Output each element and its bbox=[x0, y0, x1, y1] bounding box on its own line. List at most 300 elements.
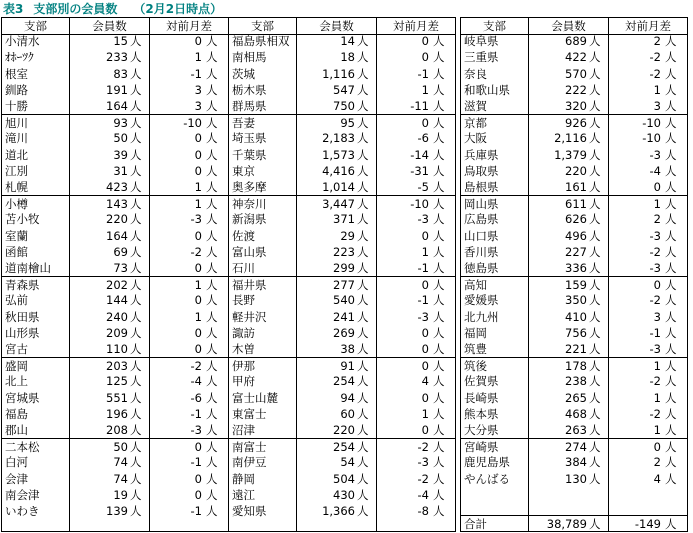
unit-label: 人 bbox=[130, 487, 142, 502]
branch-name: 富山県 bbox=[232, 244, 267, 259]
table-row bbox=[229, 292, 455, 308]
monthly-change bbox=[377, 98, 455, 114]
monthly-change bbox=[609, 211, 687, 227]
branch-name: 和歌山県 bbox=[464, 82, 510, 97]
unit-label: 人 bbox=[206, 390, 218, 405]
header-change: 対前月差 bbox=[625, 19, 671, 33]
member-count bbox=[297, 66, 377, 82]
unit-label: 人 bbox=[589, 228, 601, 243]
member-count-value: 320 bbox=[565, 99, 587, 113]
unit-label: 人 bbox=[589, 34, 601, 49]
table-row bbox=[2, 260, 228, 276]
member-count bbox=[297, 309, 377, 325]
monthly-change bbox=[150, 228, 228, 244]
monthly-change bbox=[609, 49, 687, 65]
table-row bbox=[229, 163, 455, 179]
member-count-value: 15 bbox=[113, 34, 128, 49]
unit-label: 人 bbox=[433, 180, 445, 194]
table-row bbox=[2, 276, 228, 293]
member-count-value: 410 bbox=[565, 309, 587, 324]
table-row bbox=[229, 211, 455, 227]
header-change: 対前月差 bbox=[393, 19, 439, 33]
branch-name: 栃木県 bbox=[232, 82, 267, 97]
monthly-change-value: -1 bbox=[190, 455, 202, 470]
monthly-change bbox=[609, 358, 687, 374]
member-count-value: 54 bbox=[340, 455, 355, 470]
unit-label: 人 bbox=[589, 116, 601, 131]
monthly-change bbox=[150, 292, 228, 308]
member-count bbox=[529, 228, 609, 244]
unit-label: 人 bbox=[206, 163, 218, 178]
table-row bbox=[2, 82, 228, 98]
member-count-value: 74 bbox=[113, 455, 128, 470]
unit-label: 人 bbox=[589, 359, 601, 374]
unit-label: 人 bbox=[357, 228, 369, 243]
branch-name: 富士山麓 bbox=[232, 390, 278, 405]
member-count bbox=[70, 211, 150, 227]
table-row bbox=[2, 373, 228, 389]
unit-label: 人 bbox=[433, 34, 445, 49]
table-row bbox=[461, 98, 687, 114]
monthly-change bbox=[150, 82, 228, 98]
monthly-change bbox=[377, 471, 455, 487]
monthly-change bbox=[609, 260, 687, 276]
member-count-value: 221 bbox=[565, 342, 587, 356]
table-row bbox=[2, 33, 228, 49]
member-count-value: 689 bbox=[565, 34, 587, 49]
branch-name: 岡山県 bbox=[464, 197, 499, 212]
unit-label: 人 bbox=[130, 423, 142, 437]
branch-name: 弘前 bbox=[5, 293, 28, 308]
table-row bbox=[2, 163, 228, 179]
unit-label: 人 bbox=[433, 197, 445, 212]
unit-label: 人 bbox=[130, 66, 142, 81]
monthly-change bbox=[150, 373, 228, 389]
unit-label: 人 bbox=[130, 197, 142, 212]
unit-label: 人 bbox=[206, 278, 218, 293]
table-row bbox=[461, 114, 687, 131]
table-row bbox=[229, 422, 455, 438]
monthly-change-value: -2 bbox=[190, 244, 202, 259]
unit-label: 人 bbox=[130, 374, 142, 389]
unit-label: 人 bbox=[589, 440, 601, 455]
unit-label: 人 bbox=[433, 244, 445, 259]
member-count-value: 504 bbox=[333, 471, 355, 486]
table-row bbox=[2, 147, 228, 163]
unit-label: 人 bbox=[665, 390, 677, 405]
branch-name: 南伊豆 bbox=[232, 455, 267, 470]
member-count-value: 750 bbox=[333, 99, 355, 113]
member-count-value: 430 bbox=[333, 487, 355, 502]
member-count bbox=[529, 211, 609, 227]
monthly-change-value: 0 bbox=[421, 423, 429, 437]
member-count-value: 1,116 bbox=[322, 66, 355, 81]
member-count-value: 143 bbox=[106, 197, 128, 212]
branch-name: 道南檜山 bbox=[5, 261, 51, 275]
member-count-value: 139 bbox=[106, 504, 128, 518]
member-count bbox=[70, 422, 150, 438]
branch-name: 埼玉県 bbox=[232, 131, 267, 146]
unit-label: 人 bbox=[433, 163, 445, 178]
unit-label: 人 bbox=[433, 66, 445, 81]
branch-name: 鹿児島県 bbox=[464, 455, 510, 470]
member-count-value: 269 bbox=[333, 325, 355, 340]
member-count-value: 547 bbox=[333, 82, 355, 97]
member-count bbox=[70, 147, 150, 163]
unit-label: 人 bbox=[357, 325, 369, 340]
table-row bbox=[2, 471, 228, 487]
unit-label: 人 bbox=[130, 261, 142, 275]
member-count-value: 496 bbox=[565, 228, 587, 243]
unit-label: 人 bbox=[130, 293, 142, 308]
branch-name: 郡山 bbox=[5, 423, 28, 437]
table-row bbox=[229, 471, 455, 487]
unit-label: 人 bbox=[665, 471, 677, 486]
monthly-change bbox=[150, 487, 228, 503]
member-count-value: 570 bbox=[565, 66, 587, 81]
member-count bbox=[529, 49, 609, 65]
member-count bbox=[70, 341, 150, 357]
table-row bbox=[461, 49, 687, 65]
monthly-change-value: -4 bbox=[190, 374, 202, 389]
member-count bbox=[70, 196, 150, 212]
monthly-change-value: -1 bbox=[417, 293, 429, 308]
monthly-change-value: -2 bbox=[190, 359, 202, 374]
branch-name: 北上 bbox=[5, 374, 28, 389]
unit-label: 人 bbox=[357, 278, 369, 293]
member-count-value: 39 bbox=[113, 147, 128, 162]
unit-label: 人 bbox=[357, 66, 369, 81]
member-count bbox=[70, 66, 150, 82]
member-count bbox=[529, 422, 609, 438]
monthly-change bbox=[150, 439, 228, 455]
member-count-value: 74 bbox=[113, 471, 128, 486]
unit-label: 人 bbox=[130, 390, 142, 405]
table-row bbox=[461, 341, 687, 357]
monthly-change bbox=[377, 454, 455, 470]
monthly-change-value: 1 bbox=[194, 309, 202, 324]
unit-label: 人 bbox=[130, 471, 142, 486]
unit-label: 人 bbox=[357, 374, 369, 389]
monthly-change bbox=[377, 147, 455, 163]
monthly-change-value: 3 bbox=[653, 99, 661, 113]
branch-name: 二本松 bbox=[5, 440, 40, 455]
branch-name: 徳島県 bbox=[464, 261, 499, 275]
member-count bbox=[529, 66, 609, 82]
member-count-value: 611 bbox=[565, 197, 587, 212]
member-count bbox=[529, 98, 609, 114]
branch-name: 茨城 bbox=[232, 66, 255, 81]
unit-label: 人 bbox=[130, 325, 142, 340]
unit-label: 人 bbox=[206, 293, 218, 308]
unit-label: 人 bbox=[357, 342, 369, 356]
monthly-change bbox=[609, 179, 687, 195]
monthly-change-value: 0 bbox=[194, 261, 202, 275]
unit-label: 人 bbox=[357, 390, 369, 405]
branch-name: 福島県相双 bbox=[232, 34, 290, 49]
unit-label: 人 bbox=[357, 116, 369, 131]
member-count-value: 384 bbox=[565, 455, 587, 470]
branch-name: 南会津 bbox=[5, 487, 40, 502]
monthly-change-value: -11 bbox=[410, 99, 429, 113]
member-count-value: 130 bbox=[565, 471, 587, 486]
table-row bbox=[229, 438, 455, 455]
monthly-change-value: 1 bbox=[194, 50, 202, 65]
header-members: 会員数 bbox=[297, 18, 377, 34]
member-count bbox=[70, 406, 150, 422]
unit-label: 人 bbox=[130, 309, 142, 324]
monthly-change-value: -1 bbox=[417, 66, 429, 81]
monthly-change bbox=[609, 390, 687, 406]
table-row bbox=[461, 292, 687, 308]
monthly-change-value: 1 bbox=[653, 390, 661, 405]
monthly-change bbox=[377, 358, 455, 374]
member-count bbox=[70, 471, 150, 487]
member-count-value: 1,014 bbox=[322, 180, 355, 194]
member-count bbox=[70, 115, 150, 131]
branch-name: 遠江 bbox=[232, 487, 255, 502]
monthly-change bbox=[609, 82, 687, 98]
header-change: 対前月差 bbox=[166, 19, 212, 33]
unit-label: 人 bbox=[130, 504, 142, 518]
monthly-change bbox=[150, 179, 228, 195]
branch-name: 高知 bbox=[464, 278, 487, 293]
table-row bbox=[229, 82, 455, 98]
unit-label: 人 bbox=[357, 197, 369, 212]
monthly-change bbox=[609, 228, 687, 244]
monthly-change-value: 0 bbox=[194, 147, 202, 162]
member-count-value: 196 bbox=[106, 406, 128, 421]
unit-label: 人 bbox=[357, 504, 369, 518]
monthly-change-value: -5 bbox=[417, 180, 429, 194]
member-count bbox=[70, 277, 150, 293]
monthly-change bbox=[609, 66, 687, 82]
branch-name: 新潟県 bbox=[232, 212, 267, 227]
member-count-value: 540 bbox=[333, 293, 355, 308]
member-count-value: 178 bbox=[565, 359, 587, 374]
member-count-value: 1,366 bbox=[322, 504, 355, 518]
unit-label: 人 bbox=[130, 342, 142, 356]
table-row bbox=[2, 114, 228, 131]
unit-label: 人 bbox=[665, 278, 677, 293]
table-row bbox=[461, 309, 687, 325]
branch-name: 江別 bbox=[5, 163, 28, 178]
table-row bbox=[2, 454, 228, 470]
member-count bbox=[70, 82, 150, 98]
unit-label: 人 bbox=[589, 423, 601, 437]
member-count-value: 93 bbox=[113, 116, 128, 131]
member-count bbox=[297, 179, 377, 195]
table-title bbox=[3, 1, 222, 17]
member-count-value: 265 bbox=[565, 390, 587, 405]
monthly-change-value: 3 bbox=[194, 99, 202, 113]
unit-label: 人 bbox=[665, 50, 677, 65]
member-count-value: 95 bbox=[340, 116, 355, 131]
table-row bbox=[2, 130, 228, 146]
monthly-change bbox=[150, 471, 228, 487]
unit-label: 人 bbox=[589, 374, 601, 389]
member-count bbox=[297, 228, 377, 244]
unit-label: 人 bbox=[665, 212, 677, 227]
monthly-change-value: 0 bbox=[194, 163, 202, 178]
monthly-change bbox=[150, 406, 228, 422]
table-row bbox=[461, 147, 687, 163]
member-count-value: 756 bbox=[565, 325, 587, 340]
monthly-change bbox=[609, 471, 687, 487]
monthly-change-value: 1 bbox=[194, 278, 202, 293]
table-row bbox=[461, 163, 687, 179]
branch-name: 宮古 bbox=[5, 342, 28, 356]
total-change-value: -149 bbox=[634, 516, 661, 531]
table-row bbox=[461, 244, 687, 260]
unit-label: 人 bbox=[589, 212, 601, 227]
unit-label: 人 bbox=[589, 50, 601, 65]
unit-label: 人 bbox=[130, 455, 142, 470]
monthly-change-value: 0 bbox=[194, 487, 202, 502]
member-count bbox=[70, 98, 150, 114]
branch-name: 旭川 bbox=[5, 116, 28, 131]
table-row bbox=[2, 292, 228, 308]
unit-label: 人 bbox=[206, 455, 218, 470]
member-count-value: 19 bbox=[113, 487, 128, 502]
branch-name: 山形県 bbox=[5, 325, 40, 340]
table-row bbox=[229, 390, 455, 406]
monthly-change-value: 0 bbox=[421, 278, 429, 293]
monthly-change-value: 0 bbox=[194, 342, 202, 356]
monthly-change-value: -4 bbox=[649, 163, 661, 178]
member-count bbox=[297, 390, 377, 406]
unit-label: 人 bbox=[206, 359, 218, 374]
member-count-value: 277 bbox=[333, 278, 355, 293]
member-count bbox=[70, 390, 150, 406]
table-row bbox=[461, 422, 687, 438]
branch-name: 愛知県 bbox=[232, 504, 267, 518]
total-row bbox=[461, 515, 687, 532]
branch-name: 奈良 bbox=[464, 66, 487, 81]
monthly-change bbox=[377, 373, 455, 389]
member-count bbox=[529, 260, 609, 276]
monthly-change-value: -10 bbox=[183, 116, 202, 131]
table-row bbox=[229, 309, 455, 325]
branch-name: 盛岡 bbox=[5, 359, 28, 374]
branch-name: 函館 bbox=[5, 244, 28, 259]
branch-name: 小樽 bbox=[5, 197, 28, 212]
unit-label: 人 bbox=[665, 423, 677, 437]
member-count bbox=[297, 260, 377, 276]
member-count bbox=[297, 196, 377, 212]
monthly-change bbox=[377, 211, 455, 227]
table-row bbox=[2, 66, 228, 82]
monthly-change bbox=[609, 422, 687, 438]
unit-label: 人 bbox=[206, 99, 218, 113]
unit-label: 人 bbox=[433, 374, 445, 389]
unit-label: 人 bbox=[433, 82, 445, 97]
branch-name: 秋田県 bbox=[5, 309, 40, 324]
unit-label: 人 bbox=[433, 406, 445, 421]
monthly-change bbox=[377, 228, 455, 244]
branch-name: ｵﾎｰﾂｸ bbox=[5, 50, 34, 65]
branch-name: 兵庫県 bbox=[464, 147, 499, 162]
monthly-change-value: -2 bbox=[649, 293, 661, 308]
monthly-change-value: 0 bbox=[421, 34, 429, 49]
member-count bbox=[529, 277, 609, 293]
monthly-change-value: 4 bbox=[653, 471, 661, 486]
unit-label: 人 bbox=[130, 440, 142, 455]
table-row bbox=[229, 49, 455, 65]
member-count-value: 38 bbox=[340, 342, 355, 356]
member-count bbox=[297, 33, 377, 49]
member-count bbox=[529, 358, 609, 374]
member-count-value: 220 bbox=[565, 163, 587, 178]
branch-name: 筑後 bbox=[464, 359, 487, 374]
unit-label: 人 bbox=[357, 455, 369, 470]
monthly-change bbox=[377, 163, 455, 179]
member-count bbox=[529, 309, 609, 325]
monthly-change bbox=[609, 244, 687, 260]
unit-label: 人 bbox=[433, 342, 445, 356]
unit-label: 人 bbox=[206, 504, 218, 518]
monthly-change-value: -31 bbox=[410, 163, 429, 178]
monthly-change-value: 0 bbox=[194, 471, 202, 486]
unit-label: 人 bbox=[433, 325, 445, 340]
table-row bbox=[2, 228, 228, 244]
table-bottom-border bbox=[2, 531, 228, 532]
monthly-change bbox=[377, 406, 455, 422]
monthly-change-value: -8 bbox=[417, 504, 429, 518]
monthly-change-value: 0 bbox=[194, 293, 202, 308]
unit-label: 人 bbox=[665, 147, 677, 162]
table-row bbox=[229, 260, 455, 276]
monthly-change bbox=[377, 49, 455, 65]
monthly-change-value: 1 bbox=[194, 180, 202, 194]
table-row bbox=[2, 487, 228, 503]
table-row bbox=[461, 276, 687, 293]
unit-label: 人 bbox=[665, 131, 677, 146]
unit-label: 人 bbox=[665, 163, 677, 178]
unit-label: 人 bbox=[357, 34, 369, 49]
monthly-change-value: 0 bbox=[194, 228, 202, 243]
table-row bbox=[229, 114, 455, 131]
monthly-change-value: 0 bbox=[421, 228, 429, 243]
table-row bbox=[229, 147, 455, 163]
branch-name: いわき bbox=[5, 504, 40, 518]
member-count bbox=[70, 292, 150, 308]
member-count bbox=[529, 179, 609, 195]
monthly-change-value: -2 bbox=[649, 66, 661, 81]
unit-label: 人 bbox=[206, 180, 218, 194]
total-members-value: 38,789 bbox=[546, 516, 587, 531]
unit-label: 人 bbox=[357, 471, 369, 486]
unit-label: 人 bbox=[130, 50, 142, 65]
unit-label: 人 bbox=[130, 212, 142, 227]
unit-label: 人 bbox=[665, 440, 677, 455]
monthly-change bbox=[150, 390, 228, 406]
unit-label: 人 bbox=[357, 50, 369, 65]
unit-label: 人 bbox=[665, 228, 677, 243]
monthly-change-value: -6 bbox=[190, 390, 202, 405]
monthly-change-value: 1 bbox=[194, 197, 202, 212]
branch-name: 長崎県 bbox=[464, 390, 499, 405]
monthly-change bbox=[150, 115, 228, 131]
unit-label: 人 bbox=[206, 423, 218, 437]
table-row bbox=[461, 179, 687, 195]
monthly-change bbox=[150, 163, 228, 179]
unit-label: 人 bbox=[357, 163, 369, 178]
unit-label: 人 bbox=[665, 116, 677, 131]
branch-table-block-3 bbox=[460, 17, 688, 532]
unit-label: 人 bbox=[433, 116, 445, 131]
monthly-change bbox=[150, 260, 228, 276]
